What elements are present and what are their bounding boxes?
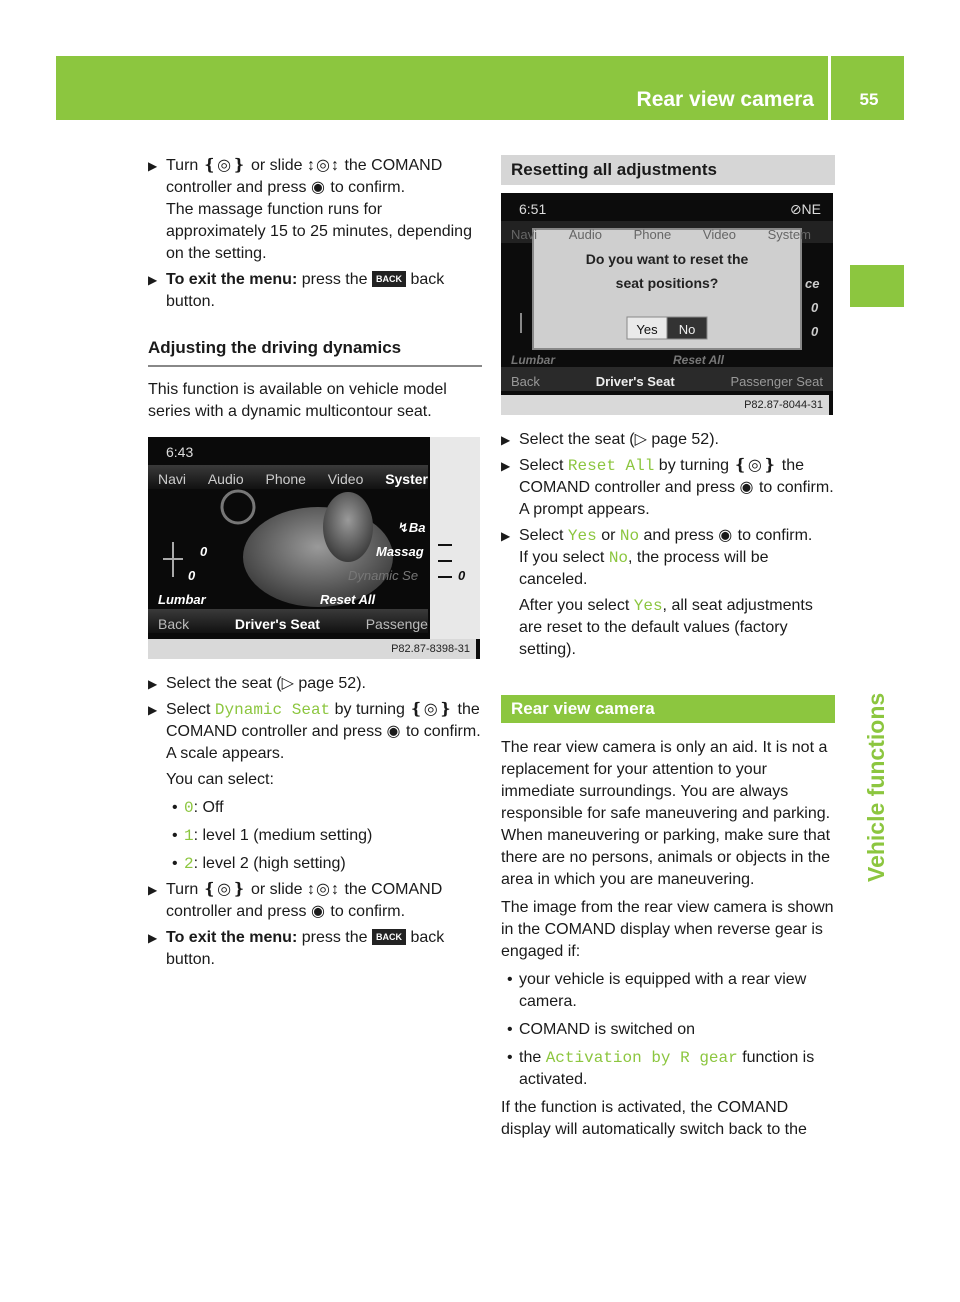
left-column (148, 155, 482, 973)
screen-bottom-item: Driver's Seat (234, 616, 320, 632)
side-tab-label: Vehicle functions (863, 692, 889, 882)
section-title-reset: Resetting all adjustments (501, 155, 835, 185)
step-select-seat: ▶ Select the seat (▷ page 52). (148, 673, 482, 695)
back-key-icon: BACK (372, 929, 406, 945)
screen-menu (158, 468, 428, 490)
screen-label: Reset All (673, 353, 724, 367)
screen-label: Massag (376, 544, 424, 559)
menu-item-dynamic-seat: Dynamic Seat (214, 701, 331, 719)
screen-menu-item: Navi (158, 471, 187, 487)
controller-press-icon: ◉ (739, 479, 755, 496)
arrow-icon: ▶ (148, 159, 158, 173)
side-tab-marker (850, 265, 904, 307)
screen-label: ↯Ba (398, 520, 426, 535)
header-separator (828, 56, 831, 120)
controller-press-icon: ◉ (310, 179, 326, 196)
screen-menu-item: Syster (385, 471, 428, 487)
dialog-message: Do you want to reset the seat positions? (585, 251, 749, 291)
conditions-paragraph: The image from the rear view camera is shown in the COMAND display when reverse gear is engaged if: (501, 899, 834, 960)
condition-item: • the Activation by R gear function is activated. (507, 1049, 815, 1088)
right-column (501, 155, 835, 1141)
page-header (56, 56, 904, 120)
screen-label: Reset All (320, 592, 376, 607)
condition-item: • COMAND is switched on (501, 1019, 835, 1041)
page-number: 55 (859, 90, 879, 109)
screen-bottom-bar (511, 371, 823, 393)
step-select-reset-all: ▶ Select Reset All by turning ❴◎❵ the COMAND controller and press ◉ to confirm. A prompt appears. (501, 457, 834, 518)
screen-menu-item: Navi (511, 227, 538, 242)
screen-value: 0 (188, 568, 196, 583)
bullet-icon: • (172, 827, 178, 844)
step-select-seat: ▶ Select the seat (▷ page 52). (501, 429, 835, 451)
dialog-yes-button[interactable]: Yes (636, 322, 658, 337)
screen-bottom-item: Passenger Seat (730, 374, 823, 389)
bullet-icon: • (172, 855, 178, 872)
screen-menu-item: System (767, 227, 811, 242)
image-caption: P82.87-8044-31 (501, 395, 829, 415)
screen-bottom-bar (158, 613, 428, 635)
arrow-icon: ▶ (148, 703, 158, 717)
header-title: Rear view camera (636, 88, 814, 111)
controller-turn-icon: ❴◎❵ (202, 881, 247, 898)
intro-text: This function is available on vehicle model series with a dynamic multicontour seat. (148, 381, 447, 420)
screen-value: 0 (200, 544, 208, 559)
controller-turn-icon: ❴◎❵ (733, 457, 778, 474)
controller-slide-icon: ↕◎↕ (307, 881, 340, 898)
menu-item-reset-all: Reset All (567, 457, 655, 475)
screen-value: 0 (458, 568, 466, 583)
screen-label: Dynamic Se (348, 568, 419, 583)
option-item: • 1: level 1 (medium setting) (172, 827, 373, 845)
screen-label: Lumbar (511, 353, 556, 367)
screen-value: 0 (811, 324, 819, 339)
option-item: • 0: Off (172, 799, 224, 817)
step-select-yes-no: ▶ Select Yes or No and press ◉ to confirm. If you select No, the process will be canceled. After you select Yes, all seat adjustments are reset to the default values (factory setting). (501, 527, 813, 658)
comand-screen-dynamic-seat (148, 437, 480, 659)
screen-label: ce (805, 276, 820, 291)
controller-press-icon: ◉ (386, 723, 402, 740)
controller-turn-icon: ❴◎❵ (202, 157, 247, 174)
screen-clock: 6:43 (166, 444, 194, 460)
screen-compass: ⊘NE (789, 201, 821, 217)
screen-menu-item: Audio (207, 471, 244, 487)
controller-turn-icon: ❴◎❵ (409, 701, 454, 718)
screen-menu-item: Video (327, 471, 364, 487)
bullet-icon: • (507, 971, 513, 988)
step-exit-menu: ▶ To exit the menu: press the BACK back button. (148, 271, 445, 310)
image-caption: P82.87-8398-31 (148, 639, 476, 659)
arrow-icon: ▶ (501, 433, 511, 447)
step-turn: ▶ Turn ❴◎❵ or slide ↕◎↕ the COMAND controller and press ◉ to confirm. The massage function runs for approximately 15 to 25 minutes, depending on the setting. (148, 155, 482, 265)
bullet-icon: • (507, 1049, 513, 1066)
comand-screen-reset-dialog (501, 193, 833, 415)
compass-icon: ⊘ (789, 201, 802, 217)
screen-bottom-item: Passenge (365, 616, 428, 632)
screen-menu (511, 224, 811, 246)
screen-bottom-item: Driver's Seat (595, 374, 675, 389)
arrow-icon: ▶ (148, 931, 158, 945)
back-key-icon: BACK (372, 271, 406, 287)
controller-slide-icon: ↕◎↕ (307, 157, 340, 174)
screen-bottom-item: Back (158, 616, 190, 632)
section-title-rear-view-camera: Rear view camera (501, 695, 835, 723)
step-exit-menu-2: ▶ To exit the menu: press the BACK back button. (148, 929, 445, 968)
screen-value: 0 (811, 300, 819, 315)
switch-back-paragraph: If the function is activated, the COMAND display will automatically switch back to the (501, 1099, 807, 1138)
step-select-dynamic-seat: ▶ Select Dynamic Seat by turning ❴◎❵ the COMAND controller and press ◉ to confirm. A scale appears. You can select: • 0: Off • 1: level 1 (medium setting) • 2: level 2 (high setting) (148, 701, 481, 873)
controller-press-icon: ◉ (310, 903, 326, 920)
arrow-icon: ▶ (501, 459, 511, 473)
menu-item-activation-by-r-gear: Activation by R gear (545, 1049, 738, 1067)
section-title-driving-dynamics: Adjusting the driving dynamics (148, 337, 482, 367)
bullet-icon: • (172, 799, 178, 816)
condition-item: • your vehicle is equipped with a rear view camera. (507, 971, 807, 1010)
safety-paragraph: The rear view camera is only an aid. It is not a replacement for your attention to your immediate surroundings. You are always responsible for safe maneuvering and parking. When maneuvering or parking, make sure that there are no persons, animals or objects in the area in which you are maneuvering. (501, 739, 831, 888)
controller-press-icon: ◉ (718, 527, 734, 544)
bullet-icon: • (507, 1021, 513, 1038)
screen-menu-item: Audio (568, 227, 602, 242)
screen-bottom-item: Back (511, 374, 540, 389)
screen-label: Lumbar (158, 592, 206, 607)
dialog-no-button[interactable]: No (678, 322, 696, 337)
massage-duration-text: The massage function runs for approximately 15 to 25 minutes, depending on the setting. (166, 201, 472, 262)
screen-clock: 6:51 (519, 201, 547, 217)
screen-menu-item: Video (702, 227, 736, 242)
screen-menu-item: Phone (265, 471, 306, 487)
arrow-icon: ▶ (148, 273, 158, 287)
step-turn-confirm: ▶ Turn ❴◎❵ or slide ↕◎↕ the COMAND controller and press ◉ to confirm. (148, 881, 443, 920)
arrow-icon: ▶ (148, 677, 158, 691)
option-item: • 2: level 2 (high setting) (172, 855, 346, 873)
screen-menu-item: Phone (633, 227, 672, 242)
arrow-icon: ▶ (148, 883, 158, 897)
arrow-icon: ▶ (501, 529, 511, 543)
